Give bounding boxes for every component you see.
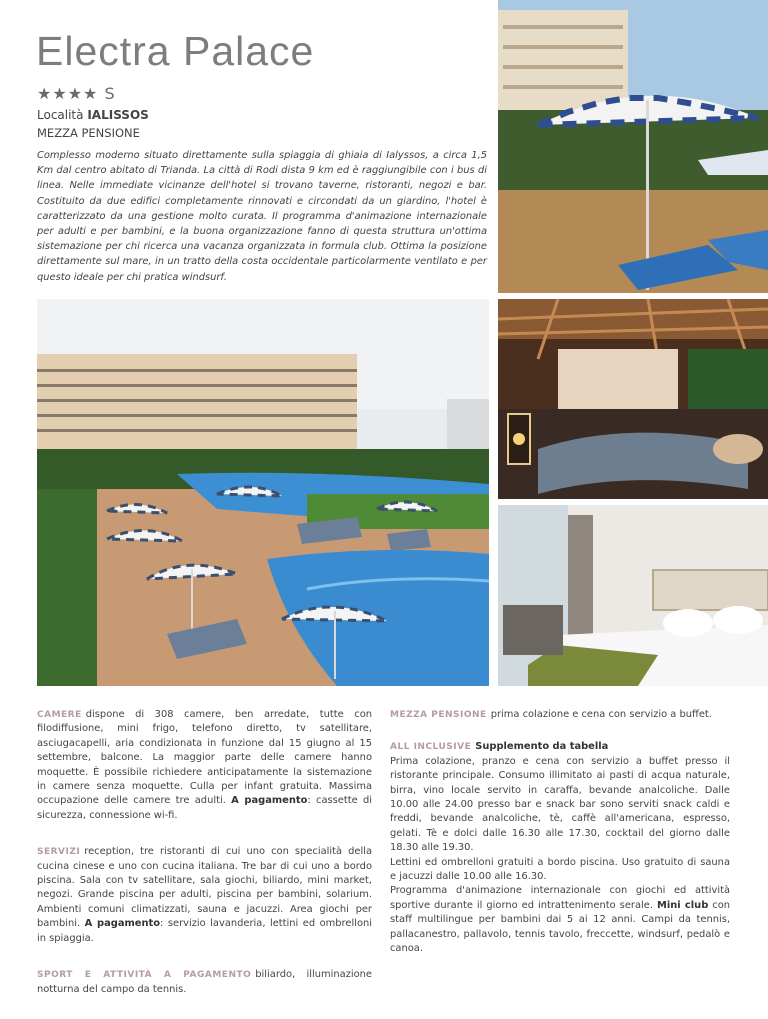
sport-section (37, 968, 372, 997)
hotel-title: Electra Palace (36, 28, 315, 74)
camere-text: dispone di 308 camere, ben arredate, tutte con filodiffusione, mini frigo, telefono diretto, tv satellitare, asciugacapelli, aria condizionata in funzione dal 15 giugno al 15 settembre, balcone. La maggior parte delle camere hanno moquette. È possibile richiedere anticipatamente la sistemazione in camere senza moquette. Culla per infant gratuita. Massima occupazione delle camere tre adulti. (37, 709, 372, 807)
star-suffix: S (104, 84, 116, 103)
mezza-pensione-section (390, 708, 730, 722)
all-inclusive-section (390, 740, 730, 956)
camere-paid-text: : cassette di sicurezza, connessione wi-fi. (37, 795, 372, 821)
servizi-label: SERVIZI (37, 847, 81, 858)
location-prefix: Località (37, 108, 84, 122)
sport-label: SPORT E ATTIVITÀ A PAGAMENTO (37, 970, 252, 981)
servizi-text: reception, tre ristoranti di cui uno con specialità della cucina cinese e uno con cucina italiana. Tre bar di cui uno a bordo piscina. Sala con tv satellitare, sala giochi, biliardo, mini market, negozi. Grande piscina per adulti, piscina per bambini, solarium. Ambienti comuni climatizzati, sauna e jacuzzi. Area giochi per bambini. (37, 846, 372, 930)
all-inclusive-label: ALL INCLUSIVE (390, 742, 472, 753)
location-name: IALISSOS (87, 108, 149, 122)
sport-text: biliardo, illuminazione notturna del campo da tennis. (37, 969, 372, 995)
mezza-pensione-text: prima colazione e cena con servizio a buffet. (490, 709, 712, 720)
hotel-room-photo (498, 505, 768, 686)
restaurant-terrace-photo (498, 299, 768, 499)
beach-umbrellas-photo (498, 0, 768, 293)
intro-paragraph: Complesso moderno situato direttamente sulla spiaggia di ghiaia di Ialyssos, a circa 1,5 Km dal centro abitato di Trianda. La città di Rodi dista 9 km ed è raggiungibile con i bus di linea. Nelle immediate vicinanze dell'hotel si trovano taverne, ristoranti, negozi e bar. Costituito da due edifici completamente rinnovati e circondati da un giardino, l'hotel è caratterizzato da una gestione molto curata. Il programma d'animazione internazionale per adulti e per bambini, e la buona organizzazione fanno di questa struttura un'ottima sistemazione per chi ricerca una vacanza organizzata in formula club. Ottima la posizione direttamente sul mare, in un tratto della costa occidentale particolarmente ventilato e per questo ideale per chi pratica windsurf. (37, 150, 487, 283)
pool-and-hotel-photo (37, 299, 489, 686)
camere-section (37, 708, 372, 823)
right-text-column (390, 708, 730, 957)
mezza-pensione-label: MEZZA PENSIONE (390, 710, 487, 720)
star-rating (37, 84, 116, 103)
location-line (37, 108, 149, 122)
all-inclusive-supplement: Supplemento da tabella (475, 741, 609, 753)
left-text-column (37, 708, 372, 1019)
servizi-section (37, 845, 372, 946)
all-inclusive-text-1: Prima colazione, pranzo e cena con servizio a buffet presso il ristorante principale. Consumo illimitato ai pasti di acqua naturale, birra, vino locale servito in caraffa, bevande analcoliche. Dalle 10.00 alle 24.00 presso bar e snack bar sono serviti snack caldi e freddi, bevande analcoliche, tè, caffè all'americana, espresso, gelati. Tè e dolci dalle 16.30 alle 17.30, cocktail del giorno dalle 18.30 alle 19.30. (390, 755, 730, 854)
all-inclusive-text-3: Programma d'animazione internazionale con giochi ed attività sportive durante il giorno ed intrattenimento serale. Mini club con staff multilingue per bambini dai 5 ai 12 anni. Campi da tennis, pallacanestro, pallavolo, tennis tavolo, freccette, windsurf, pedalò e canoa. (390, 885, 731, 955)
board-type: MEZZA PENSIONE (37, 126, 140, 140)
stars-icon: ★★★★ (37, 84, 99, 103)
camere-label: CAMERE (37, 710, 82, 720)
servizi-paid-text: : servizio lavanderia, lettini ed ombrelloni in spiaggia. (37, 918, 372, 944)
all-inclusive-text-2: Lettini ed ombrelloni gratuiti a bordo piscina. Uso gratuito di sauna e jacuzzi dalle 10.00 alle 16.30. (390, 856, 730, 883)
camere-paid-label: A pagamento (231, 795, 308, 807)
mini-club-label: Mini club (657, 899, 709, 911)
servizi-paid-label: A pagamento (84, 918, 161, 930)
